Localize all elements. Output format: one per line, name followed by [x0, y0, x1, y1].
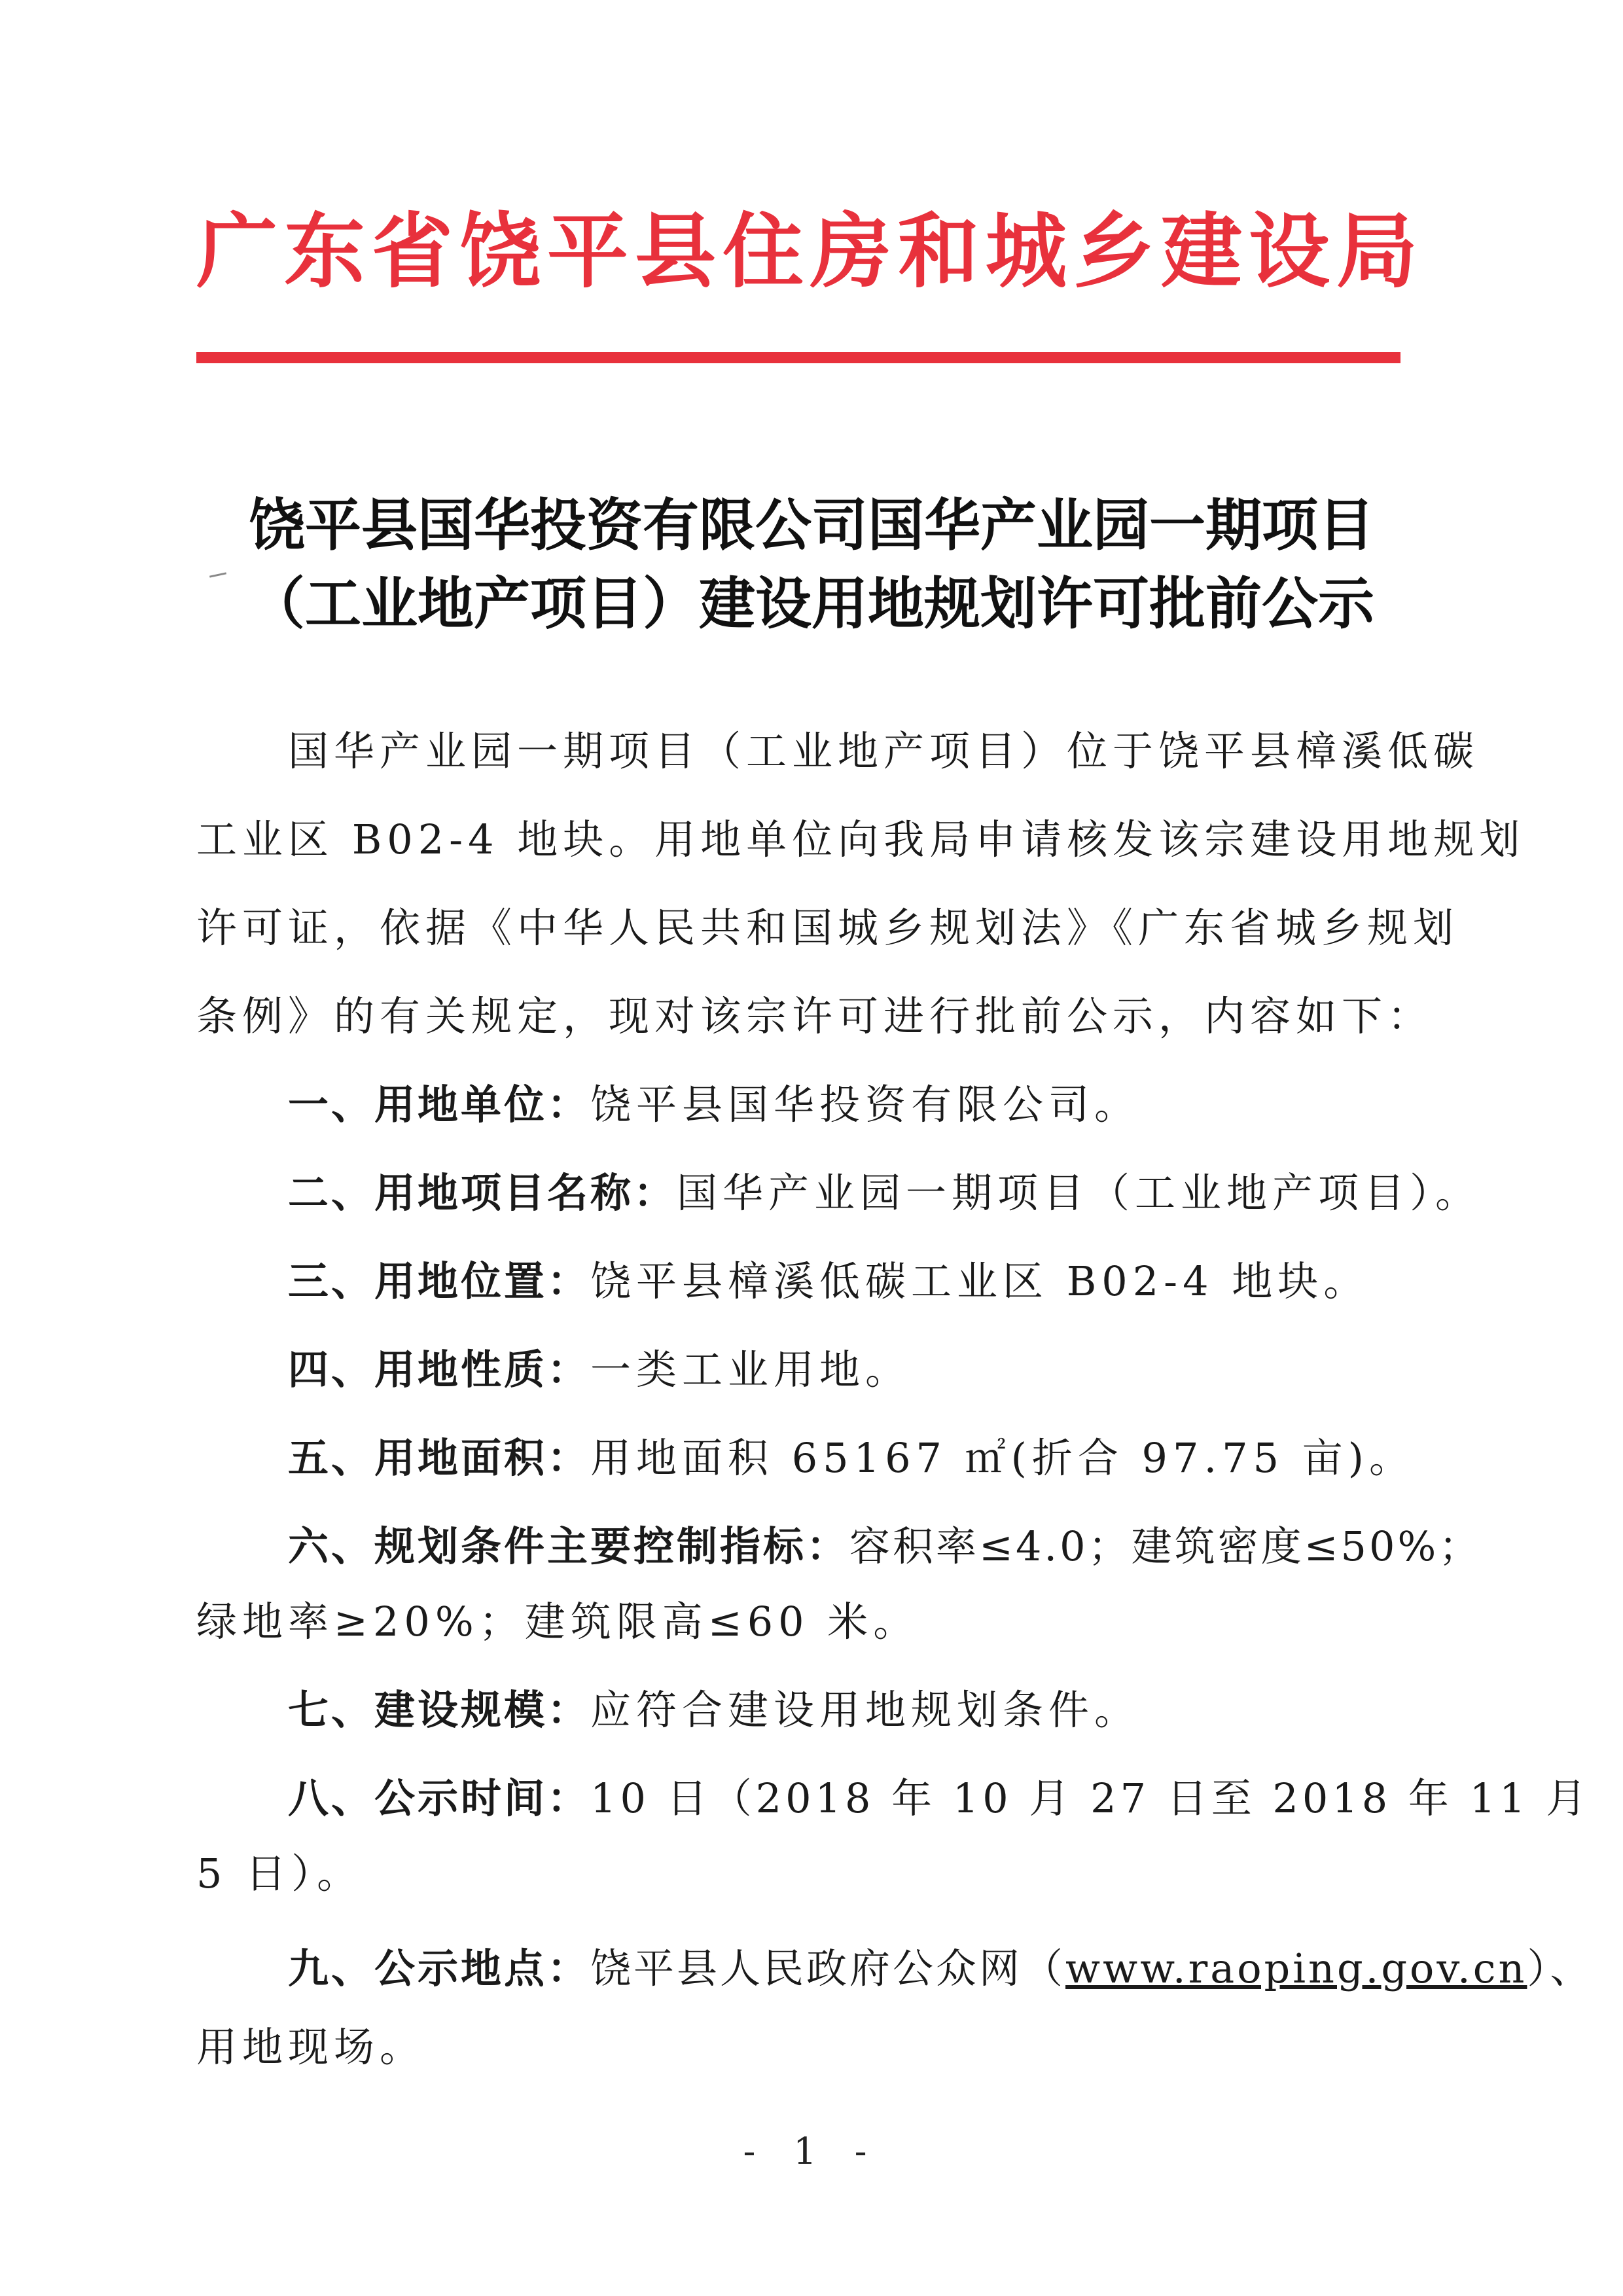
intro-line-1: 国华产业园一期项目（工业地产项目）位于饶平县樟溪低碳 — [288, 727, 1480, 775]
intro-line-4: 条例》的有关规定，现对该宗许可进行批前公示，内容如下： — [196, 992, 1434, 1040]
item-value: 容积率≤4.0；建筑密度≤50%； — [849, 1522, 1482, 1570]
intro-line-3: 许可证，依据《中华人民共和国城乡规划法》《广东省城乡规划 — [196, 904, 1459, 952]
item-planning-indicators — [196, 1514, 1518, 1572]
red-separator-rule — [196, 352, 1400, 363]
item-planning-indicators-continuation: 绿地率≥20%；建筑限高≤60 米。 — [196, 1598, 919, 1645]
item-value: 10 日（2018 年 10 月 27 日至 2018 年 11 月 — [590, 1774, 1591, 1822]
document-title-line-1: 饶平县国华投资有限公司国华产业园一期项目 — [249, 492, 1374, 558]
item-land-user — [196, 1072, 1518, 1130]
issuing-organization-header: 广东省饶平县住房和城乡建设局 — [196, 204, 1425, 299]
item-land-area — [196, 1426, 1518, 1484]
item-publicity-location-continuation: 用地现场。 — [196, 2023, 426, 2071]
item-land-location — [196, 1249, 1518, 1307]
item-label: 一、用地单位： — [288, 1081, 591, 1128]
item-value: 饶平县樟溪低碳工业区 B02-4 地块。 — [590, 1257, 1370, 1305]
item-label: 六、规划条件主要控制指标： — [288, 1522, 850, 1570]
item-label: 三、用地位置： — [288, 1257, 591, 1305]
item-value: 饶平县国华投资有限公司。 — [590, 1081, 1141, 1128]
item-value: 国华产业园一期项目（工业地产项目）。 — [677, 1169, 1482, 1217]
item-project-name — [196, 1160, 1518, 1219]
item-label: 八、公示时间： — [288, 1774, 591, 1822]
item-publicity-location — [196, 1936, 1594, 1994]
item-value: 应符合建设用地规划条件。 — [590, 1686, 1141, 1734]
item-label: 五、用地面积： — [288, 1434, 591, 1482]
item-label: 四、用地性质： — [288, 1346, 591, 1393]
document-title-line-2: （工业地产项目）建设用地规划许可批前公示 — [249, 571, 1374, 637]
item-label: 七、建设规模： — [288, 1686, 591, 1734]
item-publicity-period — [196, 1766, 1591, 1824]
intro-line-2: 工业区 B02-4 地块。用地单位向我局申请核发该宗建设用地规划 — [196, 816, 1525, 863]
item-land-nature — [196, 1337, 1518, 1395]
page-number: - 1 - — [743, 2130, 880, 2173]
item-label: 九、公示地点： — [288, 1945, 591, 1992]
item-value: 一类工业用地。 — [590, 1346, 912, 1393]
item-value-prefix: 饶平县人民政府公众网（ — [590, 1945, 1066, 1992]
item-value: 用地面积 65167 ㎡(折合 97.75 亩)。 — [590, 1434, 1415, 1482]
government-website-link[interactable]: www.raoping.gov.cn — [1065, 1945, 1527, 1992]
item-label: 二、用地项目名称： — [288, 1169, 677, 1217]
item-value-suffix: ）、 — [1527, 1945, 1594, 1992]
item-construction-scale — [196, 1677, 1518, 1736]
item-publicity-period-continuation: 5 日）。 — [196, 1850, 363, 1897]
